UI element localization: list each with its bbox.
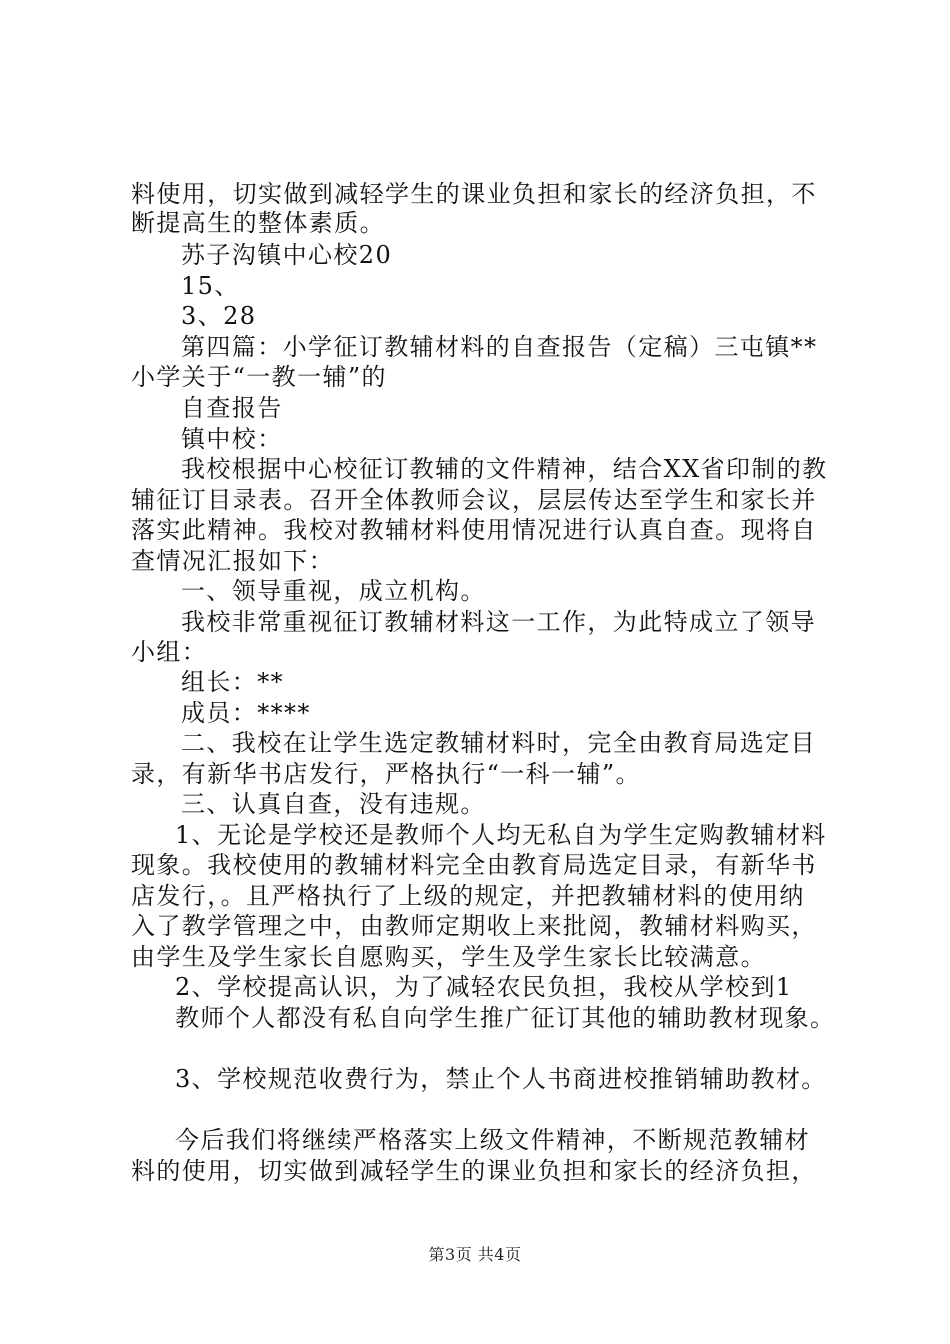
body-line: 今后我们将继续严格落实上级文件精神，不断规范教辅材 bbox=[175, 1126, 810, 1154]
body-line: 成员：**** bbox=[181, 699, 311, 727]
body-line: 我校根据中心校征订教辅的文件精神，结合XX省印制的教 bbox=[181, 455, 828, 483]
body-line: 店发行，。且严格执行了上级的规定，并把教辅材料的使用纳 bbox=[131, 882, 805, 910]
body-line: 现象。我校使用的教辅材料完全由教育局选定目录，有新华书 bbox=[131, 851, 817, 879]
page-footer: 第3页 共4页 bbox=[428, 1245, 522, 1264]
body-line: 1、无论是学校还是教师个人均无私自为学生定购教辅材料 bbox=[175, 821, 827, 849]
body-line: 料使用，切实做到减轻学生的课业负担和家长的经济负担，不 bbox=[131, 180, 817, 208]
body-line: 查情况汇报如下： bbox=[131, 547, 335, 575]
body-line: 教师个人都没有私自向学生推广征订其他的辅助教材现象。 bbox=[175, 1004, 836, 1032]
body-line: 料的使用，切实做到减轻学生的课业负担和家长的经济负担， bbox=[131, 1157, 817, 1185]
body-line: 由学生及学生家长自愿购买，学生及学生家长比较满意。 bbox=[131, 943, 766, 971]
section-heading: 第四篇：小学征订教辅材料的自查报告（定稿）三屯镇** bbox=[181, 333, 818, 361]
body-line: 入了教学管理之中，由教师定期收上来批阅，教辅材料购买， bbox=[131, 912, 817, 940]
body-line: 3、学校规范收费行为，禁止个人书商进校推销辅助教材。 bbox=[175, 1065, 827, 1093]
body-line: 三、认真自查，没有违规。 bbox=[181, 790, 486, 818]
body-line: 2、学校提高认识，为了减轻农民负担，我校从学校到1 bbox=[175, 973, 793, 1001]
salutation: 镇中校： bbox=[181, 425, 283, 453]
body-line: 小组： bbox=[131, 638, 208, 666]
body-line: 组长：** bbox=[181, 668, 284, 696]
section-heading: 小学关于“一教一辅”的 bbox=[131, 363, 387, 391]
body-line: 辅征订目录表。召开全体教师会议，层层传达至学生和家长并 bbox=[131, 486, 817, 514]
section-heading: 自查报告 bbox=[181, 394, 283, 422]
body-line: 苏子沟镇中心校20 bbox=[181, 241, 393, 269]
body-line: 断提高生的整体素质。 bbox=[131, 209, 385, 237]
body-line: 15、 bbox=[181, 272, 240, 300]
body-line: 落实此精神。我校对教辅材料使用情况进行认真自查。现将自 bbox=[131, 516, 817, 544]
body-line: 我校非常重视征订教辅材料这一工作，为此特成立了领导 bbox=[181, 608, 816, 636]
body-line: 3、28 bbox=[181, 302, 257, 330]
body-line: 一、领导重视，成立机构。 bbox=[181, 577, 486, 605]
body-line: 二、我校在让学生选定教辅材料时，完全由教育局选定目 bbox=[181, 729, 816, 757]
body-line: 录，有新华书店发行，严格执行“一科一辅”。 bbox=[131, 760, 641, 788]
